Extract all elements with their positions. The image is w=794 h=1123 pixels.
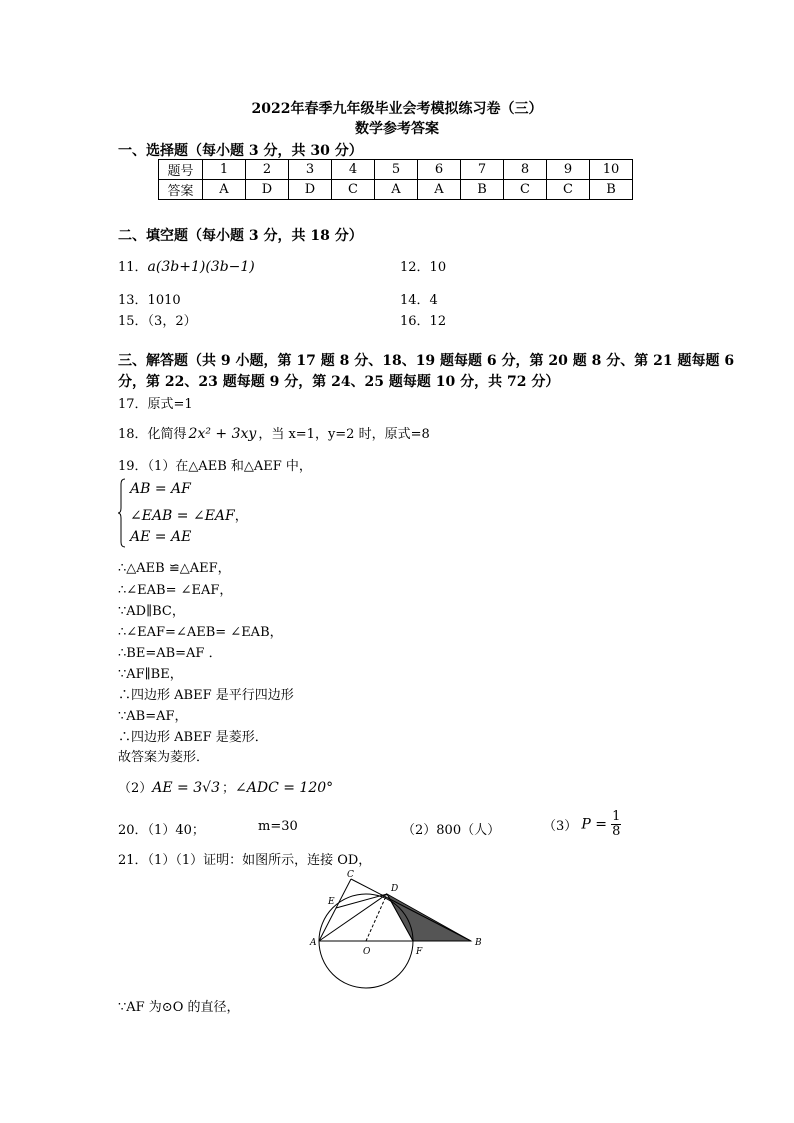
proof-step: ∵AB=AF， bbox=[118, 709, 188, 724]
section2-heading: 二、填空题（每小题 3 分，共 18 分） bbox=[118, 228, 363, 244]
fraction-numerator: 1 bbox=[612, 809, 621, 824]
answer-19-intro: 19．（1）在△AEB 和△AEF 中， bbox=[118, 459, 312, 474]
page-subtitle: 数学参考答案 bbox=[355, 121, 439, 137]
system-line-2-comma: ， bbox=[234, 509, 248, 524]
answer-21-intro: 21．（1）（1）证明：如图所示，连接 OD， bbox=[118, 853, 372, 868]
part2-angle: ∠ADC = 120° bbox=[235, 780, 334, 796]
answer-13: 13．1010 bbox=[118, 293, 181, 308]
answer-20-part1: 20．（1）40； bbox=[118, 823, 205, 838]
page-title: 2022年春季九年级毕业会考模拟练习卷（三） bbox=[251, 101, 543, 117]
section3-heading-line1: 三、解答题（共 9 小题，第 17 题 8 分、18、19 题每题 6 分，第 20 题 8 分、第 21 题每题 6 bbox=[118, 353, 735, 369]
table-cell: 6 bbox=[418, 160, 461, 180]
answer-16: 16．12 bbox=[400, 314, 447, 329]
table-cell: C bbox=[332, 180, 375, 200]
label-c: C bbox=[347, 870, 354, 880]
table-cell: A bbox=[203, 180, 246, 200]
answer-17: 17．原式=1 bbox=[118, 397, 193, 412]
system-line-2-expr: ∠EAB = ∠EAF bbox=[130, 508, 235, 524]
answer-18-prefix: 18．化简得 bbox=[118, 427, 187, 442]
label-b: B bbox=[475, 938, 482, 948]
proof-step: ∴BE=AB=AF ． bbox=[118, 646, 222, 661]
table-cell: 5 bbox=[375, 160, 418, 180]
section3-heading-line2: 分，第 22、23 题每题 9 分，第 24、25 题每题 10 分，共 72 分） bbox=[118, 374, 560, 390]
table-cell: D bbox=[289, 180, 332, 200]
label-e: E bbox=[328, 897, 335, 907]
answer-15: 15．（3，2） bbox=[118, 314, 197, 329]
probability-fraction bbox=[611, 810, 621, 839]
proof-step: ∴∠EAB= ∠EAF， bbox=[118, 583, 233, 598]
answer-21-after: ∵AF 为⊙O 的直径， bbox=[118, 1000, 240, 1015]
proof-step: ∵AF∥BE， bbox=[118, 667, 183, 682]
system-line-1: AB = AF bbox=[130, 481, 191, 497]
table-cell: 9 bbox=[547, 160, 590, 180]
table-cell: A bbox=[418, 180, 461, 200]
left-brace-icon bbox=[118, 478, 126, 548]
geometry-figure bbox=[300, 866, 490, 990]
table-cell: D bbox=[246, 180, 289, 200]
table-cell: 2 bbox=[246, 160, 289, 180]
table-cell: B bbox=[590, 180, 633, 200]
proof-step: ∵AD∥BC， bbox=[118, 604, 185, 619]
label-o: O bbox=[363, 947, 371, 957]
fraction-denominator: 8 bbox=[612, 824, 621, 839]
part2-separator: ； bbox=[221, 781, 235, 796]
table-cell: 3 bbox=[289, 160, 332, 180]
answer-12: 12．10 bbox=[400, 260, 447, 275]
label-a: A bbox=[310, 938, 317, 948]
proof-step: ∴四边形 ABEF 是菱形． bbox=[118, 730, 268, 745]
table-cell: C bbox=[504, 180, 547, 200]
answer-table bbox=[158, 159, 633, 200]
answer-11-expression: a(3b+1)(3b−1) bbox=[147, 259, 255, 275]
section1-heading: 一、选择题（每小题 3 分，共 30 分） bbox=[118, 143, 363, 159]
part3-prefix: （3） bbox=[543, 819, 578, 834]
line-ed bbox=[336, 894, 387, 908]
answer-18 bbox=[118, 423, 430, 442]
answer-11-number: 11． bbox=[118, 260, 148, 275]
system-line-2 bbox=[130, 505, 248, 524]
table-cell: 8 bbox=[504, 160, 547, 180]
answer-11 bbox=[118, 256, 255, 275]
proof-step: ∴∠EAF=∠AEB= ∠EAB， bbox=[118, 625, 283, 640]
table-cell: 7 bbox=[461, 160, 504, 180]
label-f: F bbox=[416, 947, 423, 957]
table-cell: 4 bbox=[332, 160, 375, 180]
answer-20-part2: （2）800（人） bbox=[402, 823, 501, 838]
part2-prefix: （2） bbox=[118, 781, 153, 796]
answer-20-m: m=30 bbox=[258, 819, 298, 834]
table-row-numbers bbox=[159, 160, 633, 180]
table-cell: C bbox=[547, 180, 590, 200]
answer-18-expression: 2x² + 3xy bbox=[188, 426, 257, 442]
part2-ae: AE = 3√3 bbox=[152, 780, 220, 796]
table-header-cell: 答案 bbox=[159, 180, 203, 200]
table-cell: A bbox=[375, 180, 418, 200]
table-header-cell: 题号 bbox=[159, 160, 203, 180]
label-d: D bbox=[391, 884, 399, 894]
proof-step: ∴△AEB ≌△AEF， bbox=[118, 561, 231, 576]
line-ac bbox=[319, 879, 351, 941]
answer-14: 14．4 bbox=[400, 293, 438, 308]
answer-18-suffix: ，当 x=1，y=2 时，原式=8 bbox=[258, 427, 430, 442]
table-cell: 1 bbox=[203, 160, 246, 180]
answer-20-part3 bbox=[543, 810, 621, 839]
answer-19-part2 bbox=[118, 777, 333, 796]
proof-step: 故答案为菱形． bbox=[118, 750, 210, 765]
table-cell: B bbox=[461, 180, 504, 200]
system-line-3: AE = AE bbox=[130, 529, 192, 545]
p-label: P = bbox=[581, 816, 608, 833]
table-row-answers bbox=[159, 180, 633, 200]
table-cell: 10 bbox=[590, 160, 633, 180]
proof-step: ∴四边形 ABEF 是平行四边形 bbox=[118, 688, 294, 703]
